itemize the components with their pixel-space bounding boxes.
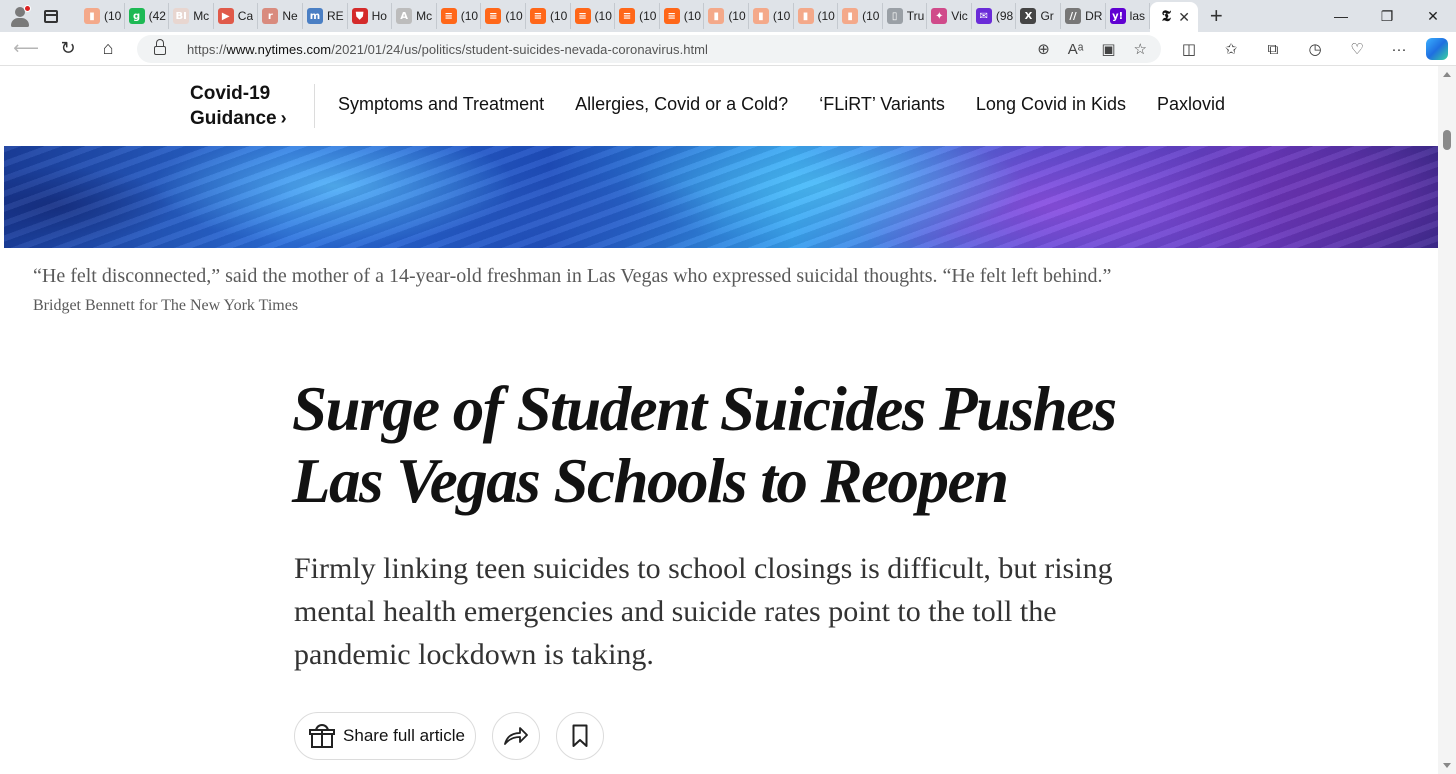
bi-icon: BI — [173, 8, 189, 24]
tab-item[interactable] — [437, 3, 482, 29]
minimize-button[interactable]: — — [1334, 8, 1348, 24]
tab-item[interactable] — [571, 3, 616, 29]
read-aloud-icon[interactable]: Aᵃ — [1067, 40, 1084, 58]
back-button[interactable]: ⟵ — [13, 38, 39, 58]
r-icon: r — [262, 8, 278, 24]
image-credit: Bridget Bennett for The New York Times — [33, 297, 299, 314]
restore-button[interactable]: ❐ — [1380, 7, 1394, 24]
yahoo-icon: y! — [1110, 8, 1126, 24]
close-window-button[interactable]: ✕ — [1427, 7, 1439, 24]
favorites-icon[interactable]: ✩ — [1224, 41, 1238, 58]
tab-item[interactable] — [1106, 3, 1151, 29]
nav-link-allergies[interactable]: Allergies, Covid or a Cold? — [575, 94, 789, 114]
x-icon: X — [1020, 8, 1036, 24]
nav-link-paxlovid[interactable]: Paxlovid — [1157, 94, 1226, 114]
home-button[interactable]: ⌂ — [102, 38, 114, 58]
copilot-icon[interactable] — [1426, 38, 1448, 60]
nav-link-long-covid[interactable]: Long Covid in Kids — [975, 94, 1126, 114]
mail-purple-icon: ✉ — [976, 8, 992, 24]
tab-label: Mc — [193, 9, 210, 23]
immersive-reader-icon[interactable]: ▣ — [1101, 41, 1116, 58]
window-controls — [1318, 0, 1456, 32]
nav-link-symptoms[interactable]: Symptoms and Treatment — [338, 94, 545, 114]
substack-icon: ≡ — [575, 8, 591, 24]
tab-label: (42 — [148, 9, 166, 23]
nyt-icon: 𝕿 — [1158, 9, 1174, 25]
save-bookmark-button[interactable] — [556, 712, 604, 760]
substack-icon: ≡ — [441, 8, 457, 24]
tab-label: (10 — [772, 9, 791, 23]
tab-list — [80, 0, 1150, 32]
tab-item[interactable] — [704, 3, 749, 29]
zoom-icon[interactable]: ⊕ — [1037, 41, 1050, 58]
bookmark-orange-icon: ▮ — [84, 8, 100, 24]
bookmark-orange-icon: ▮ — [708, 8, 724, 24]
ai-icon: A — [396, 8, 412, 24]
tab-active[interactable] — [1150, 2, 1198, 32]
tab-label: (10 — [549, 9, 568, 23]
gift-icon — [309, 724, 335, 748]
tab-label: Tru — [906, 9, 925, 23]
article-summary: Firmly linking teen suicides to school closings is difficult, but rising mental health emergencies and suicide rates point to the toll the pandemic lockdown is taking. — [294, 552, 1113, 671]
new-tab-button[interactable]: + — [1209, 3, 1223, 28]
tab-item[interactable] — [125, 3, 170, 29]
tab-item[interactable] — [615, 3, 660, 29]
tab-item[interactable] — [660, 3, 705, 29]
favorite-star-icon[interactable]: ☆ — [1133, 41, 1147, 58]
refresh-button[interactable]: ↻ — [60, 38, 76, 58]
m-icon: m — [307, 8, 323, 24]
tab-item[interactable] — [749, 3, 794, 29]
profile-avatar-icon[interactable] — [8, 4, 32, 28]
dr-icon: // — [1065, 8, 1081, 24]
share-button[interactable] — [492, 712, 540, 760]
tab-label: Ho — [371, 9, 387, 23]
bookmark-orange-icon: ▮ — [753, 8, 769, 24]
image-caption: “He felt disconnected,” said the mother of a 14-year-old freshman in Las Vegas who expressed suicidal thoughts. “He felt left behind.” — [33, 265, 1112, 287]
tab-item[interactable] — [258, 3, 303, 29]
tab-item[interactable] — [80, 3, 125, 29]
hero-image — [4, 146, 1438, 248]
url-text[interactable]: https://www.nytimes.com/2021/01/24/us/politics/student-suicides-nevada-coronavirus.html — [187, 41, 708, 57]
scrollbar-thumb[interactable] — [1443, 130, 1451, 150]
bookmark-orange-icon: ▮ — [798, 8, 814, 24]
nav-link-flirt-variants[interactable]: ‘FLiRT’ Variants — [819, 94, 945, 114]
tab-label: Ne — [282, 9, 298, 23]
tab-item[interactable] — [1061, 3, 1106, 29]
tab-item[interactable] — [348, 3, 393, 29]
tab-item[interactable] — [972, 3, 1017, 29]
tab-item[interactable] — [169, 3, 214, 29]
performance-icon[interactable]: ♡ — [1350, 41, 1364, 58]
youtube-icon: ▶ — [218, 8, 234, 24]
tab-label: RE — [326, 9, 344, 23]
star-pink-icon: ✦ — [931, 8, 947, 24]
lock-icon[interactable] — [154, 43, 166, 55]
article-headline: Surge of Student Suicides Pushes Las Vegas Schools to Reopen — [292, 374, 1116, 516]
chevron-right-icon: › — [280, 108, 287, 128]
tab-label: (10 — [862, 9, 880, 23]
tab-item[interactable] — [392, 3, 437, 29]
covid-nav-links — [338, 94, 1256, 115]
split-screen-icon[interactable]: ◫ — [1181, 41, 1197, 58]
tab-label: (10 — [594, 9, 612, 23]
share-full-article-button[interactable] — [294, 712, 476, 760]
document-icon: ▯ — [887, 8, 903, 24]
g-green-icon: g — [129, 8, 145, 24]
tab-label: (10 — [460, 9, 479, 23]
bookmark-icon — [572, 724, 588, 748]
tab-label: Vic — [951, 9, 968, 23]
scroll-down-icon[interactable] — [1443, 763, 1451, 768]
substack-icon: ≡ — [664, 8, 680, 24]
close-tab-icon[interactable]: ✕ — [1178, 8, 1190, 25]
tab-label: (98 — [995, 9, 1014, 23]
tab-strip — [0, 0, 1456, 32]
substack-icon: ≡ — [530, 8, 546, 24]
address-bar[interactable] — [137, 35, 1161, 63]
page-content — [0, 66, 1438, 774]
more-menu-icon[interactable]: ··· — [1391, 40, 1407, 58]
tab-label: Ca — [237, 9, 254, 23]
tab-item[interactable] — [1016, 3, 1061, 29]
scroll-up-icon[interactable] — [1443, 72, 1451, 77]
substack-icon: ≡ — [619, 8, 635, 24]
tab-item[interactable] — [883, 3, 928, 29]
collections-icon[interactable]: ⧉ — [1267, 40, 1279, 58]
tab-label: (10 — [683, 9, 702, 23]
tab-label: Mc — [416, 9, 433, 23]
history-icon[interactable]: ◷ — [1308, 41, 1322, 58]
article-actions — [294, 712, 604, 760]
tab-label: (10 — [728, 9, 746, 23]
browser-toolbar — [0, 32, 1456, 66]
shield-red-icon: ⛊ — [352, 8, 368, 24]
substack-icon: ≡ — [485, 8, 501, 24]
share-full-article-label: Share full article — [343, 726, 465, 745]
page-scrollbar[interactable] — [1438, 66, 1456, 774]
tab-label: las — [1129, 9, 1145, 23]
tab-actions-icon[interactable] — [44, 10, 58, 23]
tab-label: (10 — [817, 9, 835, 23]
tab-label: DR — [1085, 9, 1103, 23]
tab-label: (10 — [104, 9, 122, 23]
share-arrow-icon — [503, 726, 529, 746]
tab-item[interactable] — [303, 3, 348, 29]
tab-item[interactable] — [927, 3, 972, 29]
tab-item[interactable] — [794, 3, 839, 29]
covid-guidance-link[interactable]: Covid-19 Guidance › — [190, 83, 287, 129]
tab-item[interactable] — [526, 3, 571, 29]
tab-item[interactable] — [838, 3, 883, 29]
tab-item[interactable] — [214, 3, 259, 29]
tab-label: (10 — [639, 9, 657, 23]
tab-label: (10 — [505, 9, 523, 23]
bookmark-orange-icon: ▮ — [842, 8, 858, 24]
tab-item[interactable] — [481, 3, 526, 29]
covid-guidance-bar — [0, 66, 1438, 146]
tab-label: Gr — [1040, 9, 1054, 23]
divider — [314, 84, 315, 128]
